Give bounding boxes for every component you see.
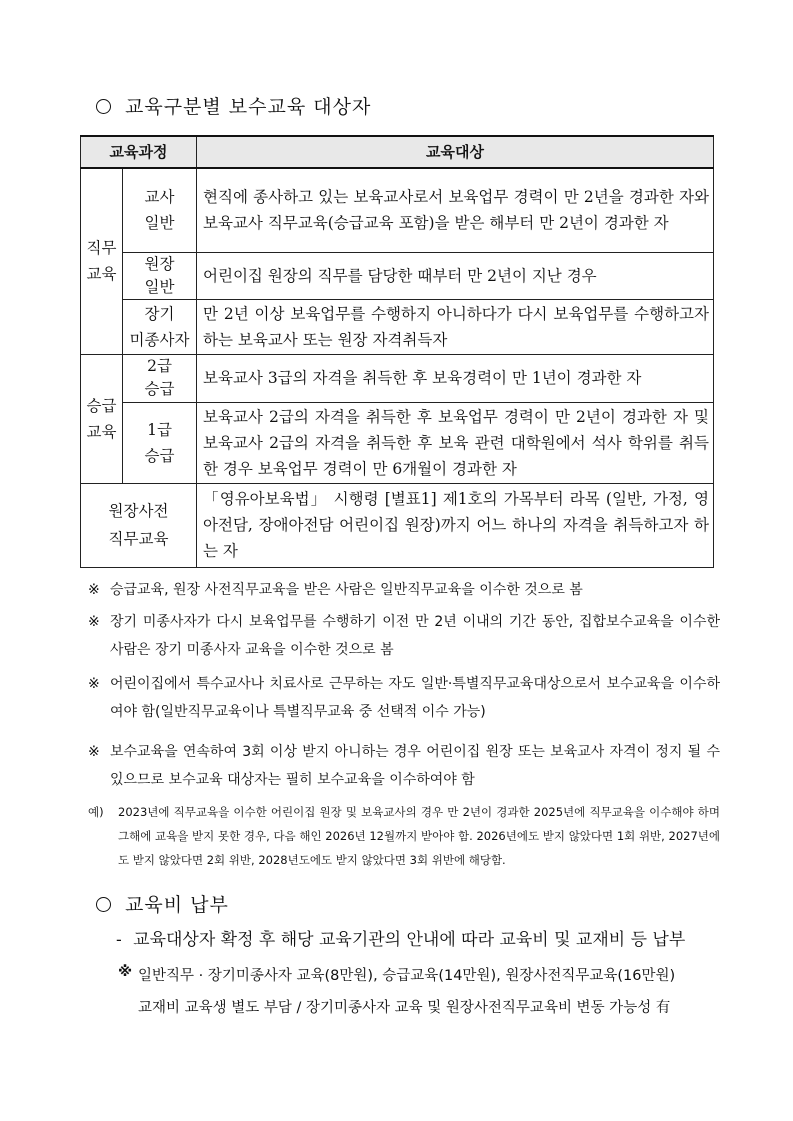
note-text: 장기 미종사자가 다시 보육업무를 수행하기 이전 만 2년 이내의 기간 동안, 집합보수교육을 이수한 사람은 장기 미종사자 교육을 이수한 것으로 봄 <box>110 614 720 658</box>
sub-grade2: 2급 승급 <box>123 354 197 402</box>
table-row <box>81 483 714 567</box>
fee-line-text: 교육대상자 확정 후 해당 교육기관의 안내에 따라 교육비 및 교재비 등 납부 <box>133 930 686 950</box>
header-target: 교육대상 <box>197 136 714 168</box>
desc-director-pre: 「영유아보육법」 시행령 [별표1] 제1호의 가목부터 라목 (일반, 가정, 영아전담, 장애아전담 어린이집 원장)까지 어느 하나의 자격을 취득하고자 하는 자 <box>197 483 714 567</box>
note-item <box>88 670 720 726</box>
table-row <box>81 252 714 299</box>
desc-grade1: 보육교사 2급의 자격을 취득한 후 보육업무 경력이 만 2년이 경과한 자 및 보육교사 2급의 자격을 취득한 후 보육 관련 대학원에서 석사 학위를 취득한 경우 보육업무 경력이 만 6개월이 경과한 자 <box>197 402 714 483</box>
reference-mark-icon: ※ <box>88 676 100 692</box>
table-header-row <box>81 136 714 168</box>
table-row <box>81 402 714 483</box>
section-heading-fee <box>96 890 229 917</box>
section-heading-targets <box>96 92 371 119</box>
fee-mark: ※ <box>118 964 133 980</box>
circle-bullet-icon <box>96 897 111 912</box>
fee-detail: 일반직무 · 장기미종사자 교육(8만원), 승급교육(14만원), 원장사전직무교육(16만원) <box>138 968 676 984</box>
reference-mark-icon: ※ <box>88 614 100 630</box>
note-text: 보수교육을 연속하여 3회 이상 받지 아니하는 경우 어린이집 원장 또는 보육교사 자격이 정지 될 수 있으므로 보수교육 대상자는 필히 보수교육을 이수하여야 함 <box>110 744 720 788</box>
desc-grade2: 보육교사 3급의 자격을 취득한 후 보육경력이 만 1년이 경과한 자 <box>197 354 714 402</box>
fee-line <box>116 925 685 950</box>
header-course: 교육과정 <box>81 136 197 168</box>
table-row <box>81 168 714 252</box>
reference-mark-icon: ※ <box>88 582 100 598</box>
sub-director-general: 원장 일반 <box>123 252 197 299</box>
desc-director-general: 어린이집 원장의 직무를 담당한 때부터 만 2년이 지난 경우 <box>197 252 714 299</box>
example-block <box>88 800 720 872</box>
note-item <box>88 576 720 604</box>
category-jikmu: 직무 교육 <box>81 168 123 354</box>
category-director-pre: 원장사전 직무교육 <box>81 483 197 567</box>
example-label: 예) <box>88 805 104 819</box>
circle-bullet-icon <box>96 99 111 114</box>
sub-long-term: 장기 미종사자 <box>123 299 197 354</box>
section-title: 교육구분별 보수교육 대상자 <box>125 96 372 118</box>
note-text: 어린이집에서 특수교사나 치료사로 근무하는 자도 일반·특별직무교육대상으로서 보수교육을 이수하여야 함(일반직무교육이나 특별직무교육 중 선택적 이수 가능) <box>110 676 720 720</box>
note-item <box>88 608 720 664</box>
table-row <box>81 299 714 354</box>
sub-grade1: 1급 승급 <box>123 402 197 483</box>
reference-mark-icon: ※ <box>88 744 100 760</box>
desc-long-term: 만 2년 이상 보육업무를 수행하지 아니하다가 다시 보육업무를 수행하고자 하는 보육교사 또는 원장 자격취득자 <box>197 299 714 354</box>
category-seunggeup: 승급 교육 <box>81 354 123 483</box>
example-text: 2023년에 직무교육을 이수한 어린이집 원장 및 보육교사의 경우 만 2년이 경과한 2025년에 직무교육을 이수해야 하며 그해에 교육을 받지 못한 경우, 다음 해인 2026년 12월까지 받아야 함. 2026년에도 받지 않았다면 1회 위반, 2027년에도 받지 않았다면 2회 위반, 2028년도에도 받지 않았다면 3회 위반에 해당함. <box>118 805 720 867</box>
note-text: 승급교육, 원장 사전직무교육을 받은 사람은 일반직무교육을 이수한 것으로 봄 <box>110 582 583 598</box>
dash-mark: - <box>116 930 122 950</box>
table-row <box>81 354 714 402</box>
section-title: 교육비 납부 <box>125 894 229 916</box>
target-table <box>80 135 714 568</box>
note-item <box>88 738 720 794</box>
desc-teacher-general: 현직에 종사하고 있는 보육교사로서 보육업무 경력이 만 2년을 경과한 자와 보육교사 직무교육(승급교육 포함)을 받은 해부터 만 2년이 경과한 자 <box>197 168 714 252</box>
fee-detail-2: 교재비 교육생 별도 부담 / 장기미종사자 교육 및 원장사전직무교육비 변동 가능성 有 <box>138 1000 671 1016</box>
sub-teacher-general: 교사 일반 <box>123 168 197 252</box>
